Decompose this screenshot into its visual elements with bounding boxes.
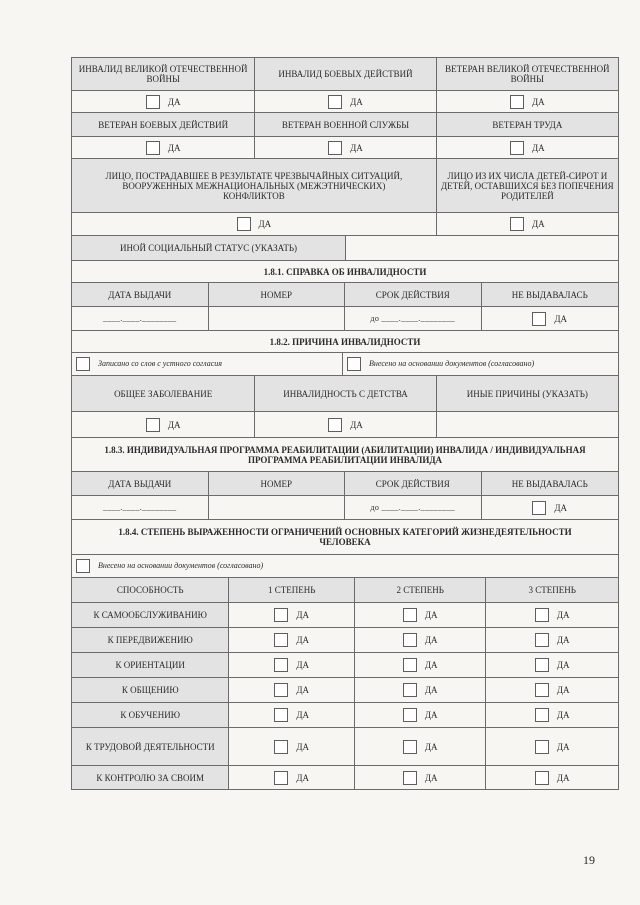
- checkbox-degree-1[interactable]: [274, 771, 288, 785]
- header-number: НОМЕР: [209, 283, 346, 306]
- yes-label: ДА: [296, 772, 310, 783]
- status-labor-veteran: ВЕТЕРАН ТРУДА: [437, 113, 618, 136]
- checkbox-combat-veteran[interactable]: [146, 141, 160, 155]
- ability-rows: [71, 603, 619, 790]
- checkbox-degree-2[interactable]: [403, 683, 417, 697]
- yes-label: ДА: [167, 96, 181, 107]
- until-blank: ____.____.________: [381, 313, 455, 323]
- until-blank: ____.____.________: [381, 502, 455, 512]
- checkbox-general[interactable]: [146, 418, 160, 432]
- yes-label: ДА: [424, 685, 438, 695]
- section-1-8-4-title: 1.8.4. СТЕПЕНЬ ВЫРАЖЕННОСТИ ОГРАНИЧЕНИЙ ОСНОВНЫХ КАТЕГОРИЙ ЖИЗНЕДЕЯТЕЛЬНОСТИ ЧЕЛОВЕКА: [118, 527, 572, 547]
- yes-label: ДА: [296, 710, 310, 720]
- checkbox-limitations-documents[interactable]: [76, 559, 90, 573]
- yes-label: ДА: [424, 635, 438, 645]
- checkbox-verbal[interactable]: [76, 357, 90, 371]
- ability-label: К САМООБСЛУЖИВАНИЮ: [72, 603, 229, 627]
- checkbox-not-issued[interactable]: [532, 312, 546, 326]
- reason-other-input[interactable]: [437, 412, 618, 437]
- header-ability: СПОСОБНОСТЬ: [72, 578, 229, 602]
- yes-label: ДА: [167, 142, 181, 153]
- ability-label: К КОНТРОЛЮ ЗА СВОИМ: [72, 766, 229, 789]
- checkbox-degree-1[interactable]: [274, 740, 288, 754]
- ability-row: [71, 728, 619, 766]
- yes-label: ДА: [556, 710, 570, 720]
- ability-label: К ОРИЕНТАЦИИ: [72, 653, 229, 677]
- checkbox-degree-1[interactable]: [274, 708, 288, 722]
- ability-row: [71, 603, 619, 628]
- yes-label: ДА: [532, 219, 545, 229]
- ipr-validity-field[interactable]: [345, 496, 482, 519]
- yes-label: ДА: [554, 313, 568, 324]
- yes-label: ДА: [296, 635, 310, 645]
- ipr-issue-date-field[interactable]: ____.____.________: [72, 496, 209, 519]
- checkbox-emergency-victim[interactable]: [237, 217, 251, 231]
- yes-label: ДА: [258, 219, 272, 229]
- checkbox-wwii-invalid[interactable]: [146, 95, 160, 109]
- status-wwii-invalid: ИНВАЛИД ВЕЛИКОЙ ОТЕЧЕСТВЕННОЙ ВОЙНЫ: [72, 58, 255, 90]
- status-orphans: ЛИЦО ИЗ ИХ ЧИСЛА ДЕТЕЙ-СИРОТ И ДЕТЕЙ, ОСТАВШИХСЯ БЕЗ ПОПЕЧЕНИЯ РОДИТЕЛЕЙ: [437, 159, 618, 212]
- until-prefix: до: [370, 502, 380, 512]
- verbal-label: Записано со слов с устного согласия: [98, 359, 222, 368]
- checkbox-military-veteran[interactable]: [328, 141, 342, 155]
- section-1-8-2-title: 1.8.2. ПРИЧИНА ИНВАЛИДНОСТИ: [269, 336, 421, 347]
- checkbox-degree-1[interactable]: [274, 683, 288, 697]
- checkbox-degree-3[interactable]: [535, 683, 549, 697]
- checkbox-degree-2[interactable]: [403, 771, 417, 785]
- checkbox-ipr-not-issued[interactable]: [532, 501, 546, 515]
- checkbox-combat-invalid[interactable]: [328, 95, 342, 109]
- yes-label: ДА: [424, 772, 438, 783]
- checkbox-degree-3[interactable]: [535, 771, 549, 785]
- ability-row: [71, 703, 619, 728]
- until-prefix: до: [370, 313, 380, 323]
- ability-label: К ПЕРЕДВИЖЕНИЮ: [72, 628, 229, 652]
- checkbox-degree-2[interactable]: [403, 633, 417, 647]
- limitations-documents-label: Внесено на основании документов (согласовано): [98, 561, 264, 570]
- checkbox-degree-3[interactable]: [535, 633, 549, 647]
- section-1-8-3-title: 1.8.3. ИНДИВИДУАЛЬНАЯ ПРОГРАММА РЕАБИЛИТАЦИИ (АБИЛИТАЦИИ) ИНВАЛИДА / ИНДИВИДУАЛЬНАЯ ПРОГРАММА РЕАБИЛИТАЦИИ ИНВАЛИДА: [104, 444, 586, 465]
- ability-row: [71, 678, 619, 703]
- ability-row: [71, 766, 619, 790]
- yes-label: ДА: [532, 96, 545, 107]
- status-combat-invalid: ИНВАЛИД БОЕВЫХ ДЕЙСТВИЙ: [255, 58, 436, 90]
- checkbox-reason-documents[interactable]: [347, 357, 361, 371]
- status-military-veteran: ВЕТЕРАН ВОЕННОЙ СЛУЖБЫ: [255, 113, 436, 136]
- yes-label: ДА: [424, 710, 438, 720]
- reason-childhood: ИНВАЛИДНОСТЬ С ДЕТСТВА: [255, 376, 436, 411]
- yes-label: ДА: [424, 660, 438, 670]
- header-degree-1: 1 СТЕПЕНЬ: [229, 578, 355, 602]
- header-issue-date: ДАТА ВЫДАЧИ: [72, 283, 209, 306]
- checkbox-degree-2[interactable]: [403, 608, 417, 622]
- checkbox-degree-1[interactable]: [274, 608, 288, 622]
- yes-label: ДА: [532, 142, 545, 153]
- yes-label: ДА: [296, 741, 310, 752]
- checkbox-degree-3[interactable]: [535, 608, 549, 622]
- ability-row: [71, 653, 619, 678]
- header-not-issued: НЕ ВЫДАВАЛАСЬ: [511, 289, 588, 300]
- status-combat-veteran: ВЕТЕРАН БОЕВЫХ ДЕЙСТВИЙ: [72, 113, 255, 136]
- yes-label: ДА: [556, 772, 570, 783]
- reason-other: ИНЫЕ ПРИЧИНЫ (УКАЗАТЬ): [466, 388, 588, 399]
- checkbox-orphans[interactable]: [510, 217, 524, 231]
- checkbox-wwii-veteran[interactable]: [510, 95, 524, 109]
- checkbox-degree-1[interactable]: [274, 633, 288, 647]
- form-sheet: [71, 57, 619, 790]
- ipr-header-validity: СРОК ДЕЙСТВИЯ: [345, 472, 482, 495]
- yes-label: ДА: [556, 610, 570, 620]
- section-1-8-1-title: 1.8.1. СПРАВКА ОБ ИНВАЛИДНОСТИ: [263, 266, 427, 277]
- ipr-number-field[interactable]: [209, 496, 346, 519]
- yes-label: ДА: [556, 685, 570, 695]
- yes-label: ДА: [296, 685, 310, 695]
- yes-label: ДА: [424, 741, 438, 752]
- yes-label: ДА: [554, 502, 568, 513]
- ability-row: [71, 628, 619, 653]
- yes-label: ДА: [556, 741, 570, 752]
- yes-label: ДА: [350, 419, 363, 430]
- checkbox-degree-3[interactable]: [535, 740, 549, 754]
- checkbox-labor-veteran[interactable]: [510, 141, 524, 155]
- ability-label: К ОБУЧЕНИЮ: [72, 703, 229, 727]
- checkbox-degree-2[interactable]: [403, 658, 417, 672]
- ipr-header-number: НОМЕР: [209, 472, 346, 495]
- validity-field[interactable]: [345, 307, 482, 330]
- ipr-header-issue-date: ДАТА ВЫДАЧИ: [72, 472, 209, 495]
- status-other-input[interactable]: [346, 236, 618, 260]
- number-field[interactable]: [209, 307, 346, 330]
- yes-label: ДА: [296, 660, 310, 670]
- checkbox-degree-3[interactable]: [535, 708, 549, 722]
- checkbox-degree-1[interactable]: [274, 658, 288, 672]
- yes-label: ДА: [556, 635, 570, 645]
- header-degree-3: 3 СТЕПЕНЬ: [528, 585, 576, 595]
- ipr-header-not-issued: НЕ ВЫДАВАЛАСЬ: [511, 478, 588, 489]
- yes-label: ДА: [424, 610, 438, 620]
- page-number: 19: [583, 853, 595, 867]
- issue-date-field[interactable]: ____.____.________: [72, 307, 209, 330]
- yes-label: ДА: [350, 96, 363, 107]
- yes-label: ДА: [296, 610, 310, 620]
- ability-label: К ОБЩЕНИЮ: [72, 678, 229, 702]
- checkbox-degree-2[interactable]: [403, 708, 417, 722]
- ability-label: К ТРУДОВОЙ ДЕЯТЕЛЬНОСТИ: [72, 728, 229, 765]
- header-validity: СРОК ДЕЙСТВИЯ: [345, 283, 482, 306]
- checkbox-degree-2[interactable]: [403, 740, 417, 754]
- status-wwii-veteran: ВЕТЕРАН ВЕЛИКОЙ ОТЕЧЕСТВЕННОЙ ВОЙНЫ: [437, 58, 618, 90]
- reason-general: ОБЩЕЕ ЗАБОЛЕВАНИЕ: [72, 376, 255, 411]
- checkbox-childhood[interactable]: [328, 418, 342, 432]
- checkbox-degree-3[interactable]: [535, 658, 549, 672]
- reason-documents-label: Внесено на основании документов (согласовано): [369, 359, 535, 368]
- status-other: ИНОЙ СОЦИАЛЬНЫЙ СТАТУС (УКАЗАТЬ): [72, 236, 346, 260]
- header-degree-2: 2 СТЕПЕНЬ: [355, 578, 487, 602]
- yes-label: ДА: [556, 660, 570, 670]
- yes-label: ДА: [167, 419, 181, 430]
- status-emergency-victim: ЛИЦО, ПОСТРАДАВШЕЕ В РЕЗУЛЬТАТЕ ЧРЕЗВЫЧАЙНЫХ СИТУАЦИЙ, ВООРУЖЕННЫХ МЕЖНАЦИОНАЛЬНЫХ (МЕЖЭТНИЧЕСКИХ) КОНФЛИКТОВ: [72, 159, 437, 212]
- yes-label: ДА: [350, 142, 363, 153]
